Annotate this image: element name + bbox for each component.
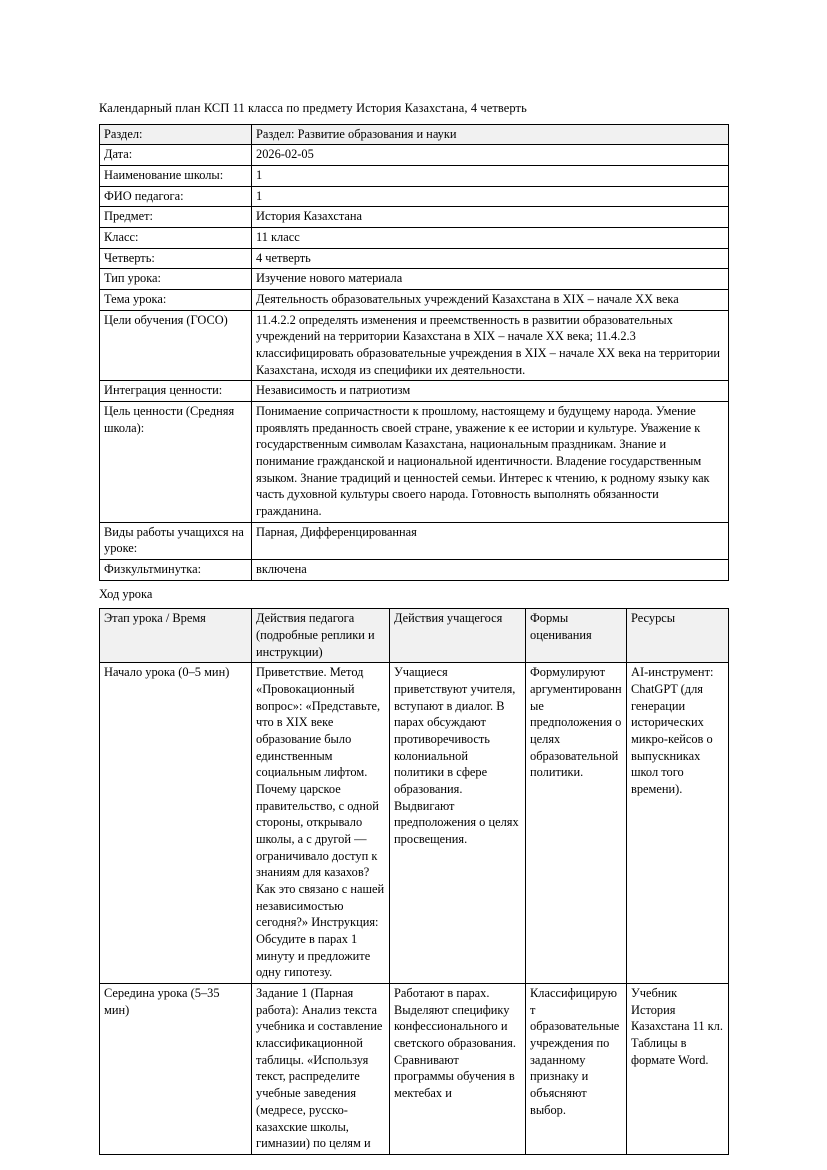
table-row	[100, 984, 729, 1155]
info-value-cell: Понимаение сопричастности к прошлому, настоящему и будущему народа. Умение проявлять преданность своей стране, уважение к ее истории и культуре. Уважение к государственным символам Казахстана, национальным праздникам. Знание и понимание гражданской и национальной идентичности. Владение государственным языком. Знание традиций и ценностей семьи. Интерес к чтению, к родному языку как часть духовной культуры своего народа. Готовность выполнять обязанности гражданина.	[252, 402, 729, 523]
info-label-cell: Физкультминутка:	[100, 560, 252, 581]
table-row	[100, 269, 729, 290]
info-value-cell: 11.4.2.2 определять изменения и преемственность в развитии образовательных учреждений на территории Казахстана в XIX – начале XX века; 11.4.2.3 классифицировать образовательные учреждения в XIX – начале XX века на территории Казахстана, исходя из специфики их деятельности.	[252, 310, 729, 381]
info-value-cell: 2026-02-05	[252, 145, 729, 166]
table-row	[100, 289, 729, 310]
table-row	[100, 381, 729, 402]
lesson-info-table	[99, 124, 729, 581]
table-row	[100, 560, 729, 581]
table-row	[100, 207, 729, 228]
table-row	[100, 165, 729, 186]
info-label-cell: Виды работы учащихся на уроке:	[100, 522, 252, 559]
stage-cell: Начало урока (0–5 мин)	[100, 663, 252, 984]
assessment-cell: Классифицируют образовательные учреждения по заданному признаку и объясняют выбор.	[526, 984, 627, 1155]
info-label-cell: Раздел:	[100, 124, 252, 145]
table-row	[100, 227, 729, 248]
info-label-cell: Интеграция ценности:	[100, 381, 252, 402]
info-label-cell: Тема урока:	[100, 289, 252, 310]
info-value-cell: 1	[252, 165, 729, 186]
table-row	[100, 248, 729, 269]
table-header-row	[100, 609, 729, 663]
info-value-cell: 4 четверть	[252, 248, 729, 269]
info-label-cell: Предмет:	[100, 207, 252, 228]
teacher-actions-cell: Задание 1 (Парная работа): Анализ текста учебника и составление классификационной таблицы. «Используя текст, распределите учебные заведения (медресе, русско-казахские школы, гимназии) по целям и	[252, 984, 390, 1155]
info-label-cell: Цель ценности (Средняя школа):	[100, 402, 252, 523]
info-value-cell: История Казахстана	[252, 207, 729, 228]
column-header-resources: Ресурсы	[627, 609, 729, 663]
info-value-cell: Деятельность образовательных учреждений Казахстана в XIX – начале XX века	[252, 289, 729, 310]
table-row	[100, 663, 729, 984]
column-header-student-actions: Действия учащегося	[390, 609, 526, 663]
info-value-cell: 1	[252, 186, 729, 207]
info-value-cell: Раздел: Развитие образования и науки	[252, 124, 729, 145]
info-value-cell: Парная, Дифференцированная	[252, 522, 729, 559]
resources-cell: AI-инструмент: ChatGPT (для генерации исторических микро-кейсов о выпускниках школ того времени).	[627, 663, 729, 984]
column-header-teacher-actions: Действия педагога (подробные реплики и инструкции)	[252, 609, 390, 663]
assessment-cell: Формулируют аргументированные предположения о целях образовательной политики.	[526, 663, 627, 984]
lesson-flow-table	[99, 608, 729, 1155]
column-header-stage: Этап урока / Время	[100, 609, 252, 663]
info-value-cell: Изучение нового материала	[252, 269, 729, 290]
info-label-cell: Класс:	[100, 227, 252, 248]
resources-cell: Учебник История Казахстана 11 кл. Таблицы в формате Word.	[627, 984, 729, 1155]
lesson-flow-heading: Ход урока	[99, 586, 153, 601]
lesson-flow-table-head	[100, 609, 729, 663]
table-row	[100, 186, 729, 207]
table-row	[100, 124, 729, 145]
info-label-cell: Дата:	[100, 145, 252, 166]
info-value-cell: Независимость и патриотизм	[252, 381, 729, 402]
stage-cell: Середина урока (5–35 мин)	[100, 984, 252, 1155]
info-value-cell: 11 класс	[252, 227, 729, 248]
student-actions-cell: Работают в парах. Выделяют специфику конфессионального и светского образования. Сравнивают программы обучения в мектебах и	[390, 984, 526, 1155]
info-label-cell: Тип урока:	[100, 269, 252, 290]
page-title: Календарный план КСП 11 класса по предмету История Казахстана, 4 четверть	[99, 101, 527, 115]
table-row	[100, 522, 729, 559]
table-row	[100, 402, 729, 523]
teacher-actions-cell: Приветствие. Метод «Провокационный вопрос»: «Представьте, что в XIX веке образование было единственным социальным лифтом. Почему царское правительство, с одной стороны, открывало школы, а с другой — ограничивало доступ к знаниям для казахов? Как это связано с нашей независимостью сегодня?» Инструкция: Обсудите в парах 1 минуту и предложите одну гипотезу.	[252, 663, 390, 984]
info-label-cell: Цели обучения (ГОСО)	[100, 310, 252, 381]
info-label-cell: ФИО педагога:	[100, 186, 252, 207]
student-actions-cell: Учащиеся приветствуют учителя, вступают в диалог. В парах обсуждают противоречивость колониальной политики в сфере образования. Выдвигают предположения о целях просвещения.	[390, 663, 526, 984]
document-content	[99, 100, 728, 1155]
lesson-info-table-body	[100, 124, 729, 580]
info-value-cell: включена	[252, 560, 729, 581]
lesson-flow-table-body	[100, 663, 729, 1154]
info-label-cell: Наименование школы:	[100, 165, 252, 186]
info-label-cell: Четверть:	[100, 248, 252, 269]
column-header-assessment: Формы оценивания	[526, 609, 627, 663]
table-row	[100, 310, 729, 381]
table-row	[100, 145, 729, 166]
